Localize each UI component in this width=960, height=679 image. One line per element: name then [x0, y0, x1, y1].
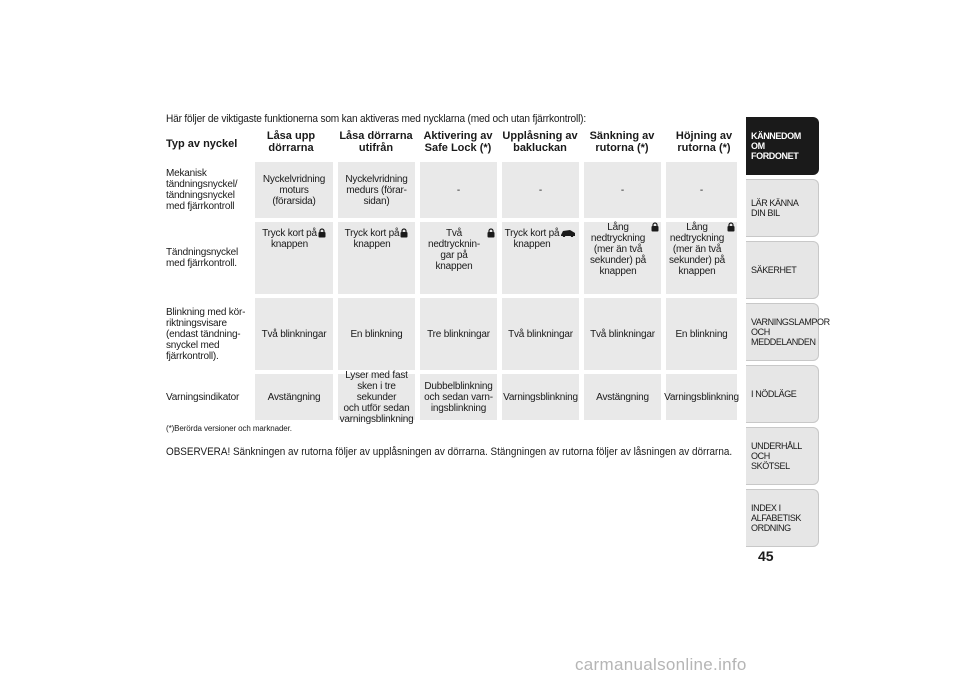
lock-icon [487, 228, 495, 241]
trunk-key-icon [560, 228, 576, 240]
table-cell: - [666, 162, 737, 218]
tab-varningslampor[interactable]: VARNINGSLAMPOR OCH MEDDELANDEN [746, 303, 819, 361]
row-label: Blinkning med kör- riktningsvisare (endast tändning- snyckel med fjärrkontroll). [166, 306, 246, 362]
table-cell: - [584, 162, 661, 218]
table-cell [584, 222, 661, 294]
header-unlock-doors: Låsa upp dörrarna [266, 130, 316, 154]
lock-icon [727, 222, 735, 235]
table-cell: - [502, 162, 579, 218]
table-cell [420, 222, 497, 294]
lock-icon [318, 228, 326, 241]
key-functions-table [166, 130, 739, 425]
page-number: 45 [758, 548, 774, 564]
lock-icon [651, 222, 659, 235]
tab-sakerhet[interactable]: SÄKERHET [746, 241, 819, 299]
table-cell: Två blinkningar [502, 298, 579, 370]
tab-index[interactable]: INDEX I ALFABETISK ORDNING [746, 489, 819, 547]
table-cell: Nyckelvridning medurs (förar- sidan) [338, 162, 415, 218]
lock-icon [400, 228, 408, 241]
cell-text: Lång nedtryckning (mer än två sekunder) på knappen [669, 222, 725, 277]
observation-note: OBSERVERA! Sänkningen av rutorna följer av upplåsningen av dörrarna. Stängningen av rutorna följer av låsningen av dörrarna. [166, 446, 733, 458]
watermark: carmanualsonline.info [575, 655, 747, 674]
table-cell: Avstängning [255, 374, 333, 420]
header-lock-doors: Låsa dörrarna utifrån [339, 130, 413, 154]
tab-underhall-och-skotsel[interactable]: UNDERHÅLL OCH SKÖTSEL [746, 427, 819, 485]
row-label: Tändningsnyckel med fjärrkontroll. [166, 247, 239, 269]
table-cell: Nyckelvridning moturs (förarsida) [255, 162, 333, 218]
header-safe-lock: Aktivering av Safe Lock (*) [423, 130, 493, 154]
cell-text: Tryck kort på knappen [504, 228, 560, 250]
header-windows-up: Höjning av rutorna (*) [675, 130, 733, 154]
cell-text: Lång nedtryckning (mer än två sekunder) på knappen [590, 222, 646, 277]
cell-text: Tryck kort på knappen [344, 228, 400, 250]
table-cell: En blinkning [666, 298, 737, 370]
table-cell: - [420, 162, 497, 218]
table-cell: Två blinkningar [255, 298, 333, 370]
tab-kannedom-om-fordonet[interactable]: KÄNNEDOM OM FORDONET [746, 117, 819, 175]
cell-text: Två nedtrycknin- gar på knappen [427, 228, 481, 272]
table-cell: Två blinkningar [584, 298, 661, 370]
table-cell: Varningsblinkning [502, 374, 579, 420]
intro-text: Här följer de viktigaste funktionerna som kan aktiveras med nycklarna (med och utan fjärrkontroll): [166, 113, 586, 125]
table-cell: Dubbelblinkning och sedan varn- ingsblinkning [420, 374, 497, 420]
cell-text: Tryck kort på knappen [262, 228, 317, 250]
header-trunk: Upplåsning av bakluckan [502, 130, 578, 154]
table-cell [338, 222, 415, 294]
row-label: Mekanisk tändningsnyckel/ tändningsnyckel med fjärrkontroll [166, 168, 238, 212]
header-key-type: Typ av nyckel [166, 138, 238, 150]
row-label: Varningsindikator [166, 391, 240, 403]
header-windows-down: Sänkning av rutorna (*) [589, 130, 655, 154]
footnote: (*)Berörda versioner och marknader. [166, 424, 292, 433]
table-cell [666, 222, 737, 294]
tab-lar-kanna-din-bil[interactable]: LÄR KÄNNA DIN BIL [746, 179, 819, 237]
table-cell [502, 222, 579, 294]
table-cell: En blinkning [338, 298, 415, 370]
table-cell: Varningsblinkning [666, 374, 737, 420]
table-cell: Tre blinkningar [420, 298, 497, 370]
tab-i-nodlage[interactable]: I NÖDLÄGE [746, 365, 819, 423]
table-cell: Lyser med fast sken i tre sekunder och utför sedan varningsblinkning [339, 369, 414, 425]
table-cell [255, 222, 333, 294]
table-cell: Avstängning [584, 374, 661, 420]
